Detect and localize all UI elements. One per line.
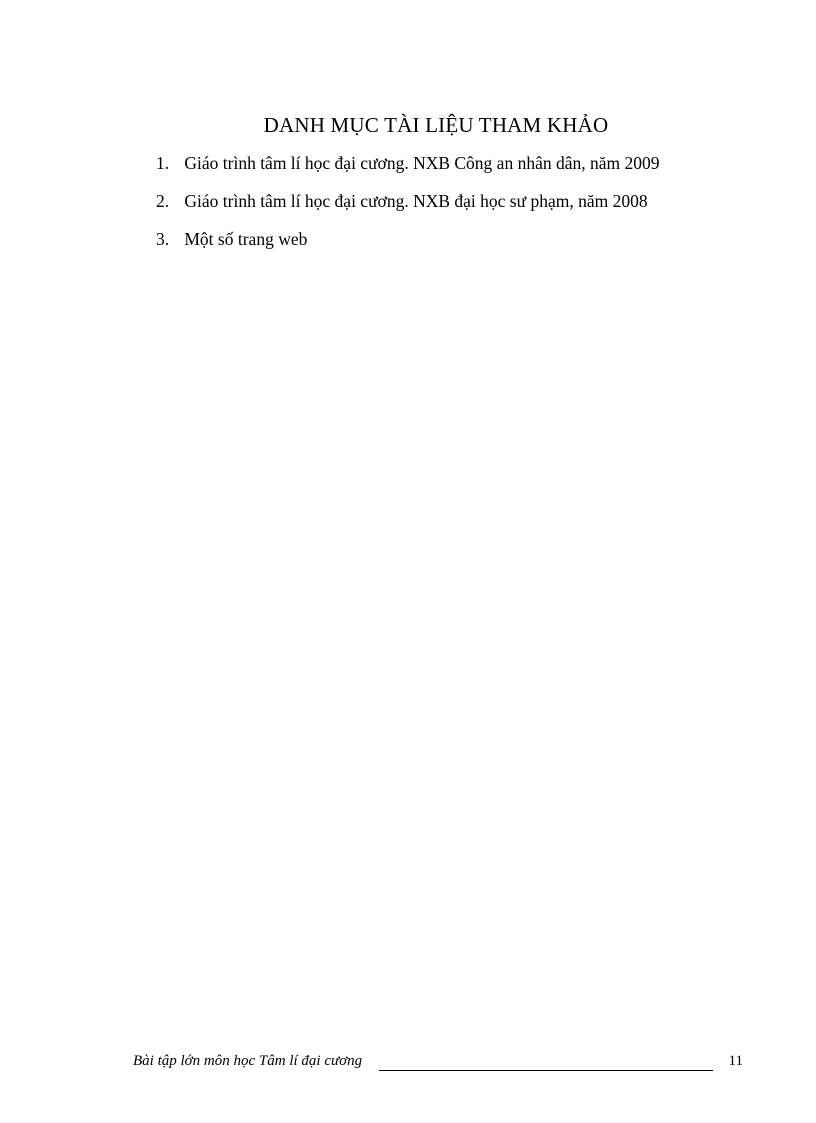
- list-item: [156, 189, 660, 227]
- list-item-text: Một số trang web: [184, 229, 308, 249]
- list-item-text: Giáo trình tâm lí học đại cương. NXB Công an nhân dân, năm 2009: [184, 153, 660, 173]
- footer-rule: [379, 1070, 713, 1071]
- page-title: DANH MỤC TÀI LIỆU THAM KHẢO: [263, 113, 609, 137]
- page-footer: [133, 1053, 743, 1075]
- reference-list: [156, 151, 660, 265]
- page-number: 11: [728, 1053, 743, 1069]
- list-item-number: 3.: [156, 229, 170, 249]
- list-item-number: 1.: [156, 153, 170, 173]
- list-item-text: Giáo trình tâm lí học đại cương. NXB đại học sư phạm, năm 2008: [184, 191, 648, 211]
- list-item: [156, 227, 660, 265]
- footer-course-title: Bài tập lớn môn học Tâm lí đại cương: [133, 1053, 363, 1069]
- list-item-number: 2.: [156, 191, 170, 211]
- list-item: [156, 151, 660, 189]
